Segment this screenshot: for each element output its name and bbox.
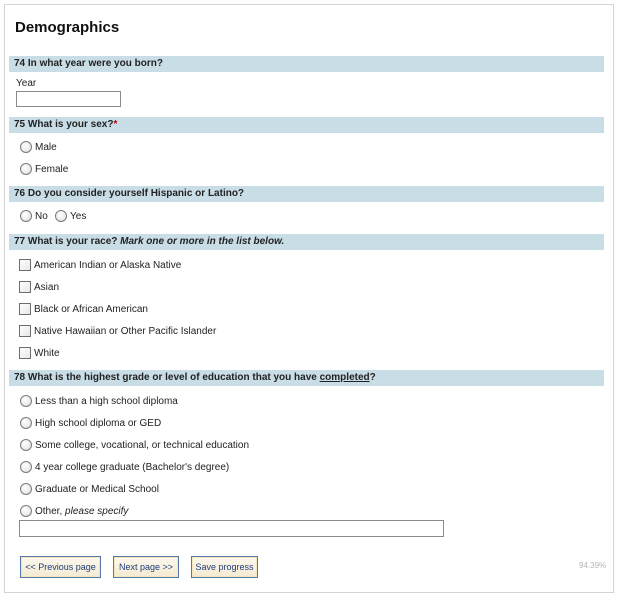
question-75-header xyxy=(9,117,604,133)
education-high-school-label: High school diploma or GED xyxy=(35,417,162,429)
progress-percentage: 94.39% xyxy=(579,561,607,570)
education-some-college-radio[interactable] xyxy=(20,439,32,451)
hispanic-option-yes[interactable] xyxy=(55,209,86,223)
race-black-label: Black or African American xyxy=(34,303,148,315)
education-option-other[interactable] xyxy=(20,504,128,518)
year-label: Year xyxy=(16,78,37,89)
education-bachelors-radio[interactable] xyxy=(20,461,32,473)
race-white-label: White xyxy=(34,347,60,359)
previous-page-button[interactable]: << Previous page xyxy=(20,556,101,578)
question-78-header xyxy=(9,370,604,386)
race-asian-label: Asian xyxy=(34,281,60,293)
race-asian-checkbox[interactable] xyxy=(19,281,31,293)
hispanic-no-label: No xyxy=(35,210,48,222)
race-white-checkbox[interactable] xyxy=(19,347,31,359)
required-asterisk: * xyxy=(113,119,118,130)
education-graduate-radio[interactable] xyxy=(20,483,32,495)
sex-option-male[interactable] xyxy=(20,140,57,154)
birth-year-input[interactable] xyxy=(16,91,121,107)
sex-option-female[interactable] xyxy=(20,162,68,176)
question-78-label-underlined: completed xyxy=(319,372,370,383)
question-77-label: 77 What is your race? xyxy=(14,236,118,247)
race-american-indian-checkbox[interactable] xyxy=(19,259,31,271)
race-pacific-islander-checkbox[interactable] xyxy=(19,325,31,337)
education-other-radio[interactable] xyxy=(20,505,32,517)
sex-male-label: Male xyxy=(35,141,57,153)
race-black-checkbox[interactable] xyxy=(19,303,31,315)
education-option-high-school[interactable] xyxy=(20,416,161,430)
race-option-black[interactable] xyxy=(19,302,148,316)
question-76-label: 76 Do you consider yourself Hispanic or Latino? xyxy=(14,188,245,199)
page-title: Demographics xyxy=(15,19,120,36)
education-high-school-radio[interactable] xyxy=(20,417,32,429)
education-other-note: please specify xyxy=(65,505,129,517)
question-78-label-suffix: ? xyxy=(369,372,376,383)
race-option-white[interactable] xyxy=(19,346,60,360)
next-page-button[interactable]: Next page >> xyxy=(113,556,179,578)
question-74-header xyxy=(9,56,604,72)
question-77-header xyxy=(9,234,604,250)
race-pacific-islander-label: Native Hawaiian or Other Pacific Islander xyxy=(34,325,217,337)
education-option-some-college[interactable] xyxy=(20,438,249,452)
race-option-american-indian[interactable] xyxy=(19,258,181,272)
save-progress-button[interactable]: Save progress xyxy=(191,556,258,578)
education-less-than-high-school-label: Less than a high school diploma xyxy=(35,395,178,407)
education-option-graduate[interactable] xyxy=(20,482,159,496)
education-option-less-than-high-school[interactable] xyxy=(20,394,178,408)
race-option-pacific-islander[interactable] xyxy=(19,324,216,338)
sex-male-radio[interactable] xyxy=(20,141,32,153)
sex-female-radio[interactable] xyxy=(20,163,32,175)
education-less-than-high-school-radio[interactable] xyxy=(20,395,32,407)
education-graduate-label: Graduate or Medical School xyxy=(35,483,159,495)
education-bachelors-label: 4 year college graduate (Bachelor's degree) xyxy=(35,461,230,473)
question-78-label-prefix: 78 What is the highest grade or level of education that you have xyxy=(14,372,317,383)
race-american-indian-label: American Indian or Alaska Native xyxy=(34,259,182,271)
education-other-specify-input[interactable] xyxy=(19,520,444,537)
hispanic-yes-label: Yes xyxy=(70,210,87,222)
sex-female-label: Female xyxy=(35,163,69,175)
question-75-label: 75 What is your sex? xyxy=(14,119,114,130)
race-option-asian[interactable] xyxy=(19,280,59,294)
question-77-note: Mark one or more in the list below. xyxy=(120,236,285,247)
education-some-college-label: Some college, vocational, or technical education xyxy=(35,439,250,451)
question-74-label: 74 In what year were you born? xyxy=(14,58,163,69)
education-other-label: Other, xyxy=(35,505,63,517)
hispanic-option-no[interactable] xyxy=(20,209,48,223)
hispanic-yes-radio[interactable] xyxy=(55,210,67,222)
education-option-bachelors[interactable] xyxy=(20,460,229,474)
hispanic-no-radio[interactable] xyxy=(20,210,32,222)
question-76-header xyxy=(9,186,604,202)
